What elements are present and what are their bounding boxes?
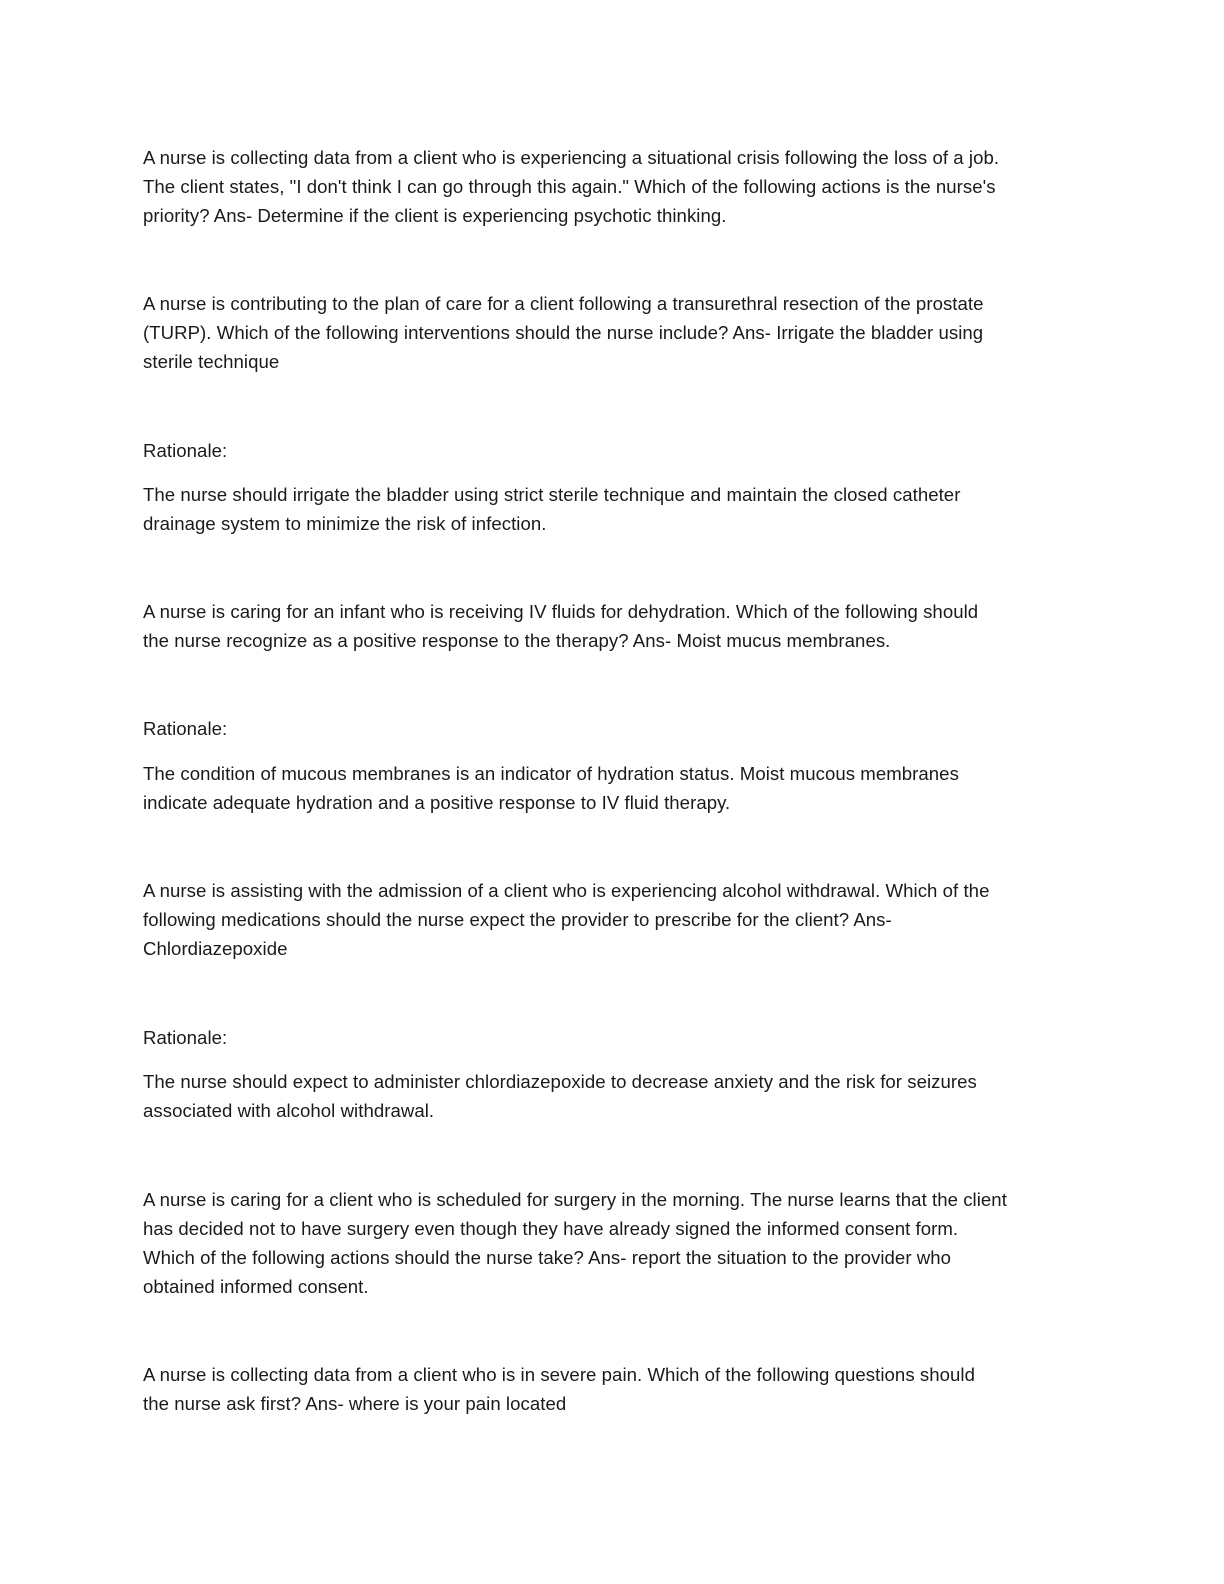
text-line: (TURP). Which of the following interventions should the nurse include? Ans- Irrigate the bladder using [143, 322, 984, 343]
rationale-heading [143, 436, 1078, 465]
text-line: The client states, "I don't think I can go through this again." Which of the following actions is the nurse's [143, 176, 996, 197]
question-paragraph [143, 1185, 1078, 1301]
text-line: Chlordiazepoxide [143, 938, 288, 959]
rationale-paragraph [143, 1067, 1078, 1125]
text-line: A nurse is contributing to the plan of care for a client following a transurethral resection of the prostate [143, 293, 984, 314]
rationale-heading [143, 714, 1078, 743]
text-line: A nurse is caring for an infant who is receiving IV fluids for dehydration. Which of the following should [143, 601, 979, 622]
text-line: Rationale: [143, 440, 228, 461]
text-line: A nurse is collecting data from a client who is experiencing a situational crisis following the loss of a job. [143, 147, 1000, 168]
text-line: The nurse should expect to administer chlordiazepoxide to decrease anxiety and the risk for seizures [143, 1071, 977, 1092]
text-line: Rationale: [143, 718, 228, 739]
question-paragraph [143, 1360, 1078, 1418]
text-line: The condition of mucous membranes is an indicator of hydration status. Moist mucous membranes [143, 763, 959, 784]
text-line: drainage system to minimize the risk of infection. [143, 513, 547, 534]
question-paragraph [143, 876, 1078, 963]
text-line: associated with alcohol withdrawal. [143, 1100, 435, 1121]
text-line: obtained informed consent. [143, 1276, 369, 1297]
text-line: A nurse is collecting data from a client who is in severe pain. Which of the following questions should [143, 1364, 975, 1385]
question-paragraph [143, 143, 1078, 230]
rationale-paragraph [143, 480, 1078, 538]
rationale-paragraph [143, 759, 1078, 817]
rationale-heading [143, 1023, 1078, 1052]
text-line: priority? Ans- Determine if the client is experiencing psychotic thinking. [143, 205, 727, 226]
text-line: sterile technique [143, 351, 280, 372]
text-line: has decided not to have surgery even though they have already signed the informed consent form. [143, 1218, 959, 1239]
text-line: Rationale: [143, 1027, 228, 1048]
question-paragraph [143, 597, 1078, 655]
text-line: following medications should the nurse expect the provider to prescribe for the client? Ans- [143, 909, 892, 930]
text-line: A nurse is caring for a client who is scheduled for surgery in the morning. The nurse learns that the client [143, 1189, 1007, 1210]
text-line: The nurse should irrigate the bladder using strict sterile technique and maintain the closed catheter [143, 484, 961, 505]
text-line: Which of the following actions should the nurse take? Ans- report the situation to the provider who [143, 1247, 952, 1268]
text-line: the nurse ask first? Ans- where is your pain located [143, 1393, 567, 1414]
text-line: indicate adequate hydration and a positive response to IV fluid therapy. [143, 792, 731, 813]
text-line: the nurse recognize as a positive response to the therapy? Ans- Moist mucus membranes. [143, 630, 891, 651]
question-paragraph [143, 289, 1078, 376]
text-line: A nurse is assisting with the admission of a client who is experiencing alcohol withdrawal. Which of the [143, 880, 990, 901]
